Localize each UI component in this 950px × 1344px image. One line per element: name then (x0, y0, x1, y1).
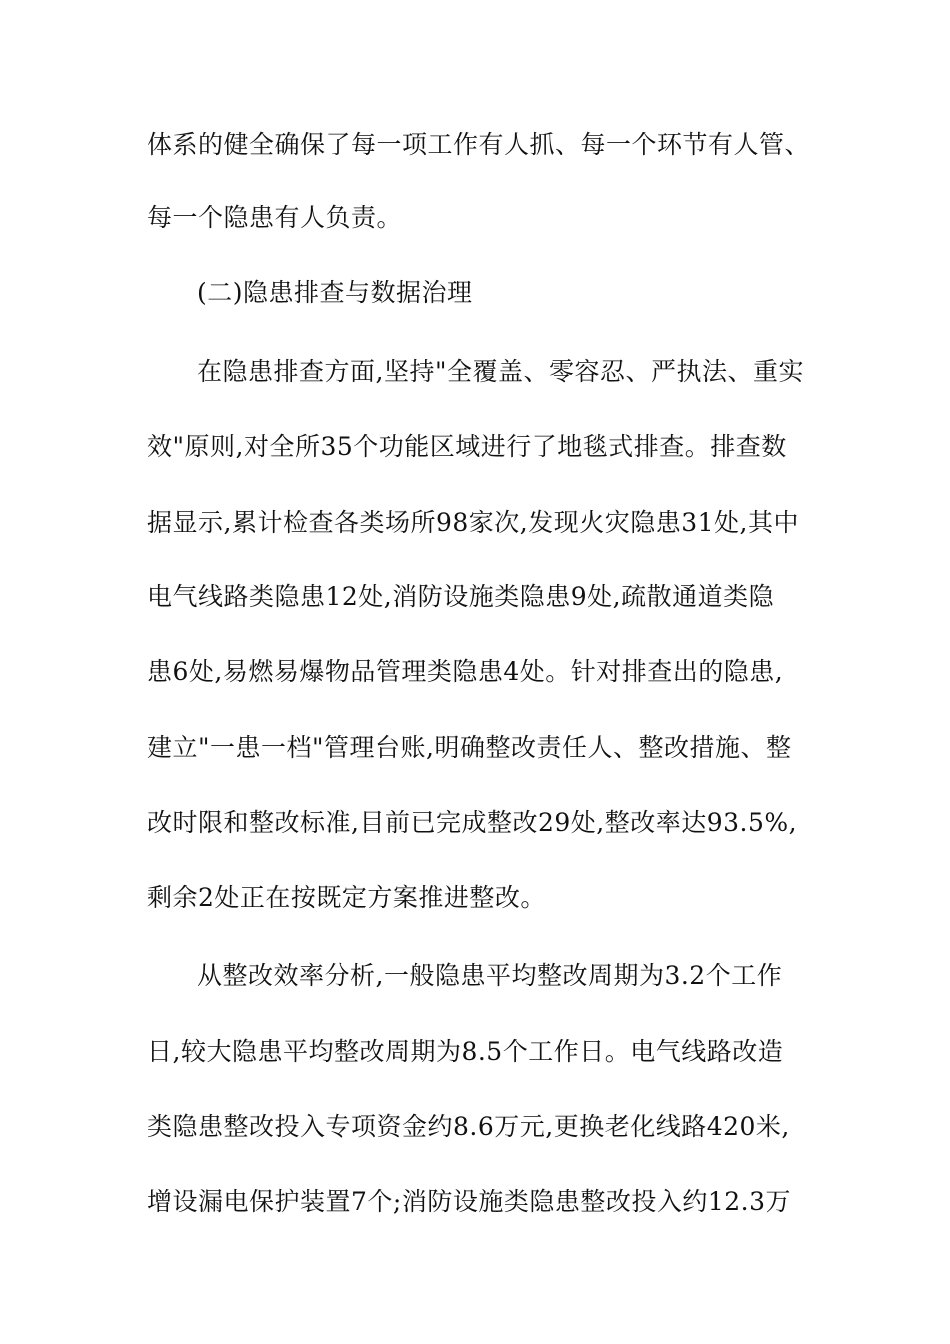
text-line: 从整改效率分析,一般隐患平均整改周期为3.2个工作 (197, 961, 783, 990)
text-line: 患6处,易燃易爆物品管理类隐患4处。针对排查出的隐患, (147, 657, 784, 686)
text-line: 据显示,累计检查各类场所98家次,发现火灾隐患31处,其中 (147, 508, 799, 537)
text-line: 日,较大隐患平均整改周期为8.5个工作日。电气线路改造 (147, 1037, 784, 1066)
text-line: 电气线路类隐患12处,消防设施类隐患9处,疏散通道类隐 (147, 582, 775, 611)
text-line: 在隐患排查方面,坚持"全覆盖、零容忍、严执法、重实 (197, 357, 804, 386)
text-line: 剩余2处正在按既定方案推进整改。 (147, 883, 546, 912)
text-line: 增设漏电保护装置7个;消防设施类隐患整改投入约12.3万 (147, 1187, 791, 1216)
text-line: 每一个隐患有人负责。 (147, 203, 403, 232)
text-line: 体系的健全确保了每一项工作有人抓、每一个环节有人管、 (147, 130, 811, 159)
text-line: 建立"一患一档"管理台账,明确整改责任人、整改措施、整 (147, 733, 792, 762)
text-line: 效"原则,对全所35个功能区域进行了地毯式排查。排查数 (147, 432, 787, 461)
text-line: 类隐患整改投入专项资金约8.6万元,更换老化线路420米, (147, 1112, 790, 1141)
section-heading: (二)隐患排查与数据治理 (197, 278, 473, 307)
text-line: 改时限和整改标准,目前已完成整改29处,整改率达93.5%, (147, 808, 798, 837)
